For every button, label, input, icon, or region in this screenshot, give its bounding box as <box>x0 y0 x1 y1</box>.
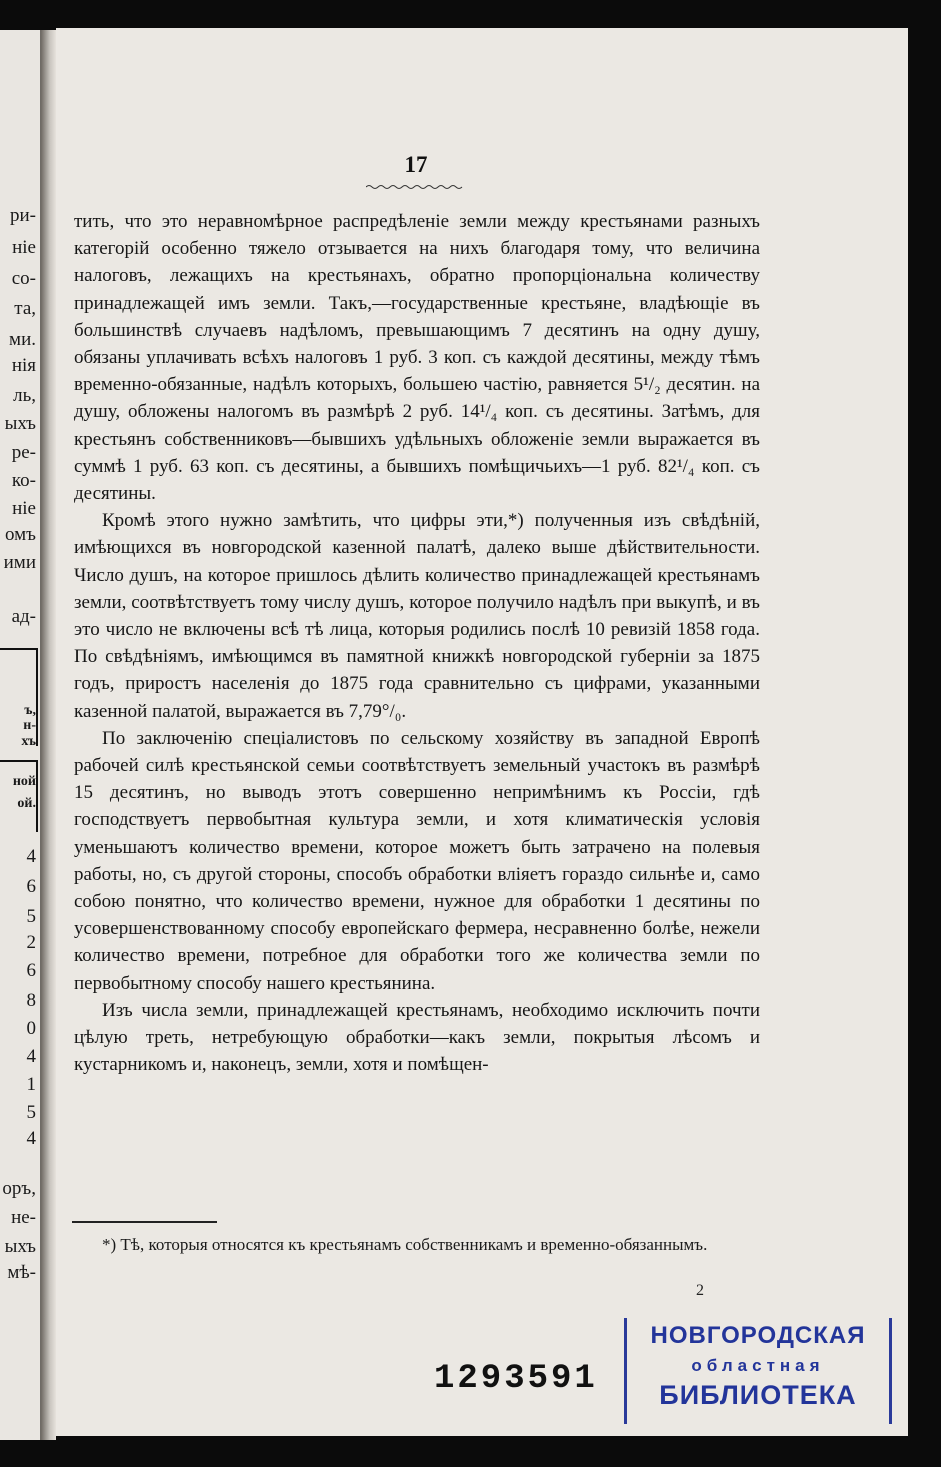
left-page-text-fragment: 8 <box>26 990 36 1011</box>
paragraph: тить, что это неравномѣрное распредѣленіе земли между крестьянами разныхъ категорій особенно тяжело отзывается на нихъ благодаря тому, что величина налоговъ, лежащихъ на крестьянахъ, обратно пропорціональна количеству принадлежащей имъ земли. Такъ,—государственные крестьяне, владѣющіе въ большинствѣ случаевъ надѣломъ, превышающимъ 7 десятинъ на одну душу, обязаны уплачивать всѣхъ налоговъ 1 руб. 3 коп. съ каждой десятины, между тѣмъ временно-обязанные, надѣлъ которыхъ, большею частію, равняется 5¹/₂ десятин. на душу, обложены налогомъ въ размѣрѣ 2 руб. 14¹/₄ коп. съ десятины. Затѣмъ, для крестьянъ собственниковъ—бывшихъ удѣльныхъ обложеніе земли выражается въ суммѣ 1 руб. 63 коп. съ десятины, а бывшихъ помѣщичьихъ—1 руб. 82¹/₄ коп. съ десятины. <box>74 211 760 505</box>
left-page-text-fragment: ад- <box>11 606 36 627</box>
left-page-text-fragment: 5 <box>26 906 36 927</box>
library-stamp <box>624 1318 892 1424</box>
left-page-text-fragment: ніе <box>12 498 36 519</box>
sheet-signature-mark: 2 <box>696 1282 704 1299</box>
book-page <box>56 28 908 1436</box>
left-page-table-border <box>0 760 38 832</box>
left-page-text-fragment: ой. <box>17 796 36 811</box>
ornament-divider <box>366 184 464 190</box>
body-text <box>74 208 760 1079</box>
left-page-text-fragment: 1 <box>26 1074 36 1095</box>
left-page-text-fragment: 5 <box>26 1102 36 1123</box>
left-page-text-fragment: 4 <box>26 1046 36 1067</box>
left-page-text-fragment: 4 <box>26 846 36 867</box>
footnote: *) Тѣ, которыя относятся къ крестьянамъ собственникамъ и временно-обязаннымъ. <box>102 1235 708 1254</box>
left-page-text-fragment: ри- <box>10 205 36 226</box>
left-page-text-fragment: мѣ- <box>7 1262 36 1283</box>
left-page-text-fragment: та, <box>14 298 36 319</box>
left-page-text-fragment: ной <box>12 774 36 789</box>
inventory-number: 1293591 <box>434 1360 598 1398</box>
left-page-text-fragment: 6 <box>26 876 36 897</box>
left-page-text-fragment: ъ, <box>24 703 36 718</box>
left-page-text-fragment: ре- <box>11 442 36 463</box>
left-page-text-fragment: 0 <box>26 1018 36 1039</box>
left-page-text-fragment: ыхъ <box>4 1236 36 1257</box>
left-page-text-fragment: 4 <box>26 1128 36 1149</box>
stamp-line: БИБЛИОТЕКА <box>659 1380 857 1410</box>
left-page-text-fragment: со- <box>11 268 36 289</box>
left-page-text-fragment: ими <box>3 552 36 573</box>
adjacent-page-edge <box>0 30 41 1440</box>
left-page-text-fragment: ль, <box>13 385 36 406</box>
left-page-text-fragment: хъ <box>21 734 36 749</box>
paragraph: Кромѣ этого нужно замѣтить, что цифры эти,*) полученныя изъ свѣдѣній, имѣющихся въ новгородской казенной палатѣ, далеко выше дѣйствительности. Число душъ, на которое пришлось дѣлить количество принадлежащей крестьянамъ земли, соотвѣтствуетъ тому числу душъ, которое получило надѣлъ при выкупѣ, и въ это число не включены всѣ тѣ лица, которыя родились послѣ 10 ревизій 1858 года. По свѣдѣніямъ, имѣющимся въ памятной книжкѣ новгородской губерніи за 1875 годъ, приростъ населенія до 1875 года сравнительно съ цифрами, указанными казенной палатой, выражается въ 7,79°/₀. <box>74 510 760 722</box>
left-page-text-fragment: 2 <box>26 932 36 953</box>
left-page-text-fragment: н- <box>23 718 36 733</box>
left-page-text-fragment: омъ <box>5 524 36 545</box>
page-number: 17 <box>404 152 428 177</box>
paragraph: Изъ числа земли, принадлежащей крестьянамъ, необходимо исключить почти цѣлую треть, нетребующую обработки—какъ земли, покрытыя лѣсомъ и кустарникомъ и, наконецъ, земли, хотя и помѣщен- <box>74 999 760 1076</box>
stamp-line: НОВГОРОДСКАЯ <box>650 1322 866 1349</box>
page-gutter <box>41 30 56 1440</box>
left-page-table-border <box>0 648 38 746</box>
left-page-text-fragment: ми. <box>9 329 36 350</box>
left-page-text-fragment: ыхъ <box>4 413 36 434</box>
paragraph: По заключенію спеціалистовъ по сельскому хозяйству въ западной Европѣ рабочей силѣ крестьянской семьи соотвѣтствуетъ земельный участокъ въ размѣрѣ 15 десятинъ, но выводъ этотъ совершенно непримѣнимъ къ Россіи, гдѣ господствуетъ первобытная культура земли, и хотя климатическія условія уменьшаютъ количество времени, которое можетъ быть затрачено на полевыя работы, но, съ другой стороны, способъ обработки вліяетъ гораздо сильнѣе и, само собою понятно, что количество времени, нужное для обработки 1 десятины по усовершенствованному способу европейскаго фермера, несравненно болѣе, нежели количество времени, потребное для обработки того же количества земли по первобытному способу нашего крестьянина. <box>74 727 760 994</box>
footnote-rule <box>72 1221 217 1223</box>
left-page-text-fragment: ніе <box>12 237 36 258</box>
stamp-line: областная <box>691 1356 825 1375</box>
left-page-text-fragment: 6 <box>26 960 36 981</box>
left-page-text-fragment: ко- <box>11 470 36 491</box>
left-page-text-fragment: оръ, <box>2 1178 36 1199</box>
scan-background <box>908 28 941 1448</box>
left-page-text-fragment: нія <box>11 355 36 376</box>
left-page-text-fragment: не- <box>11 1207 36 1228</box>
